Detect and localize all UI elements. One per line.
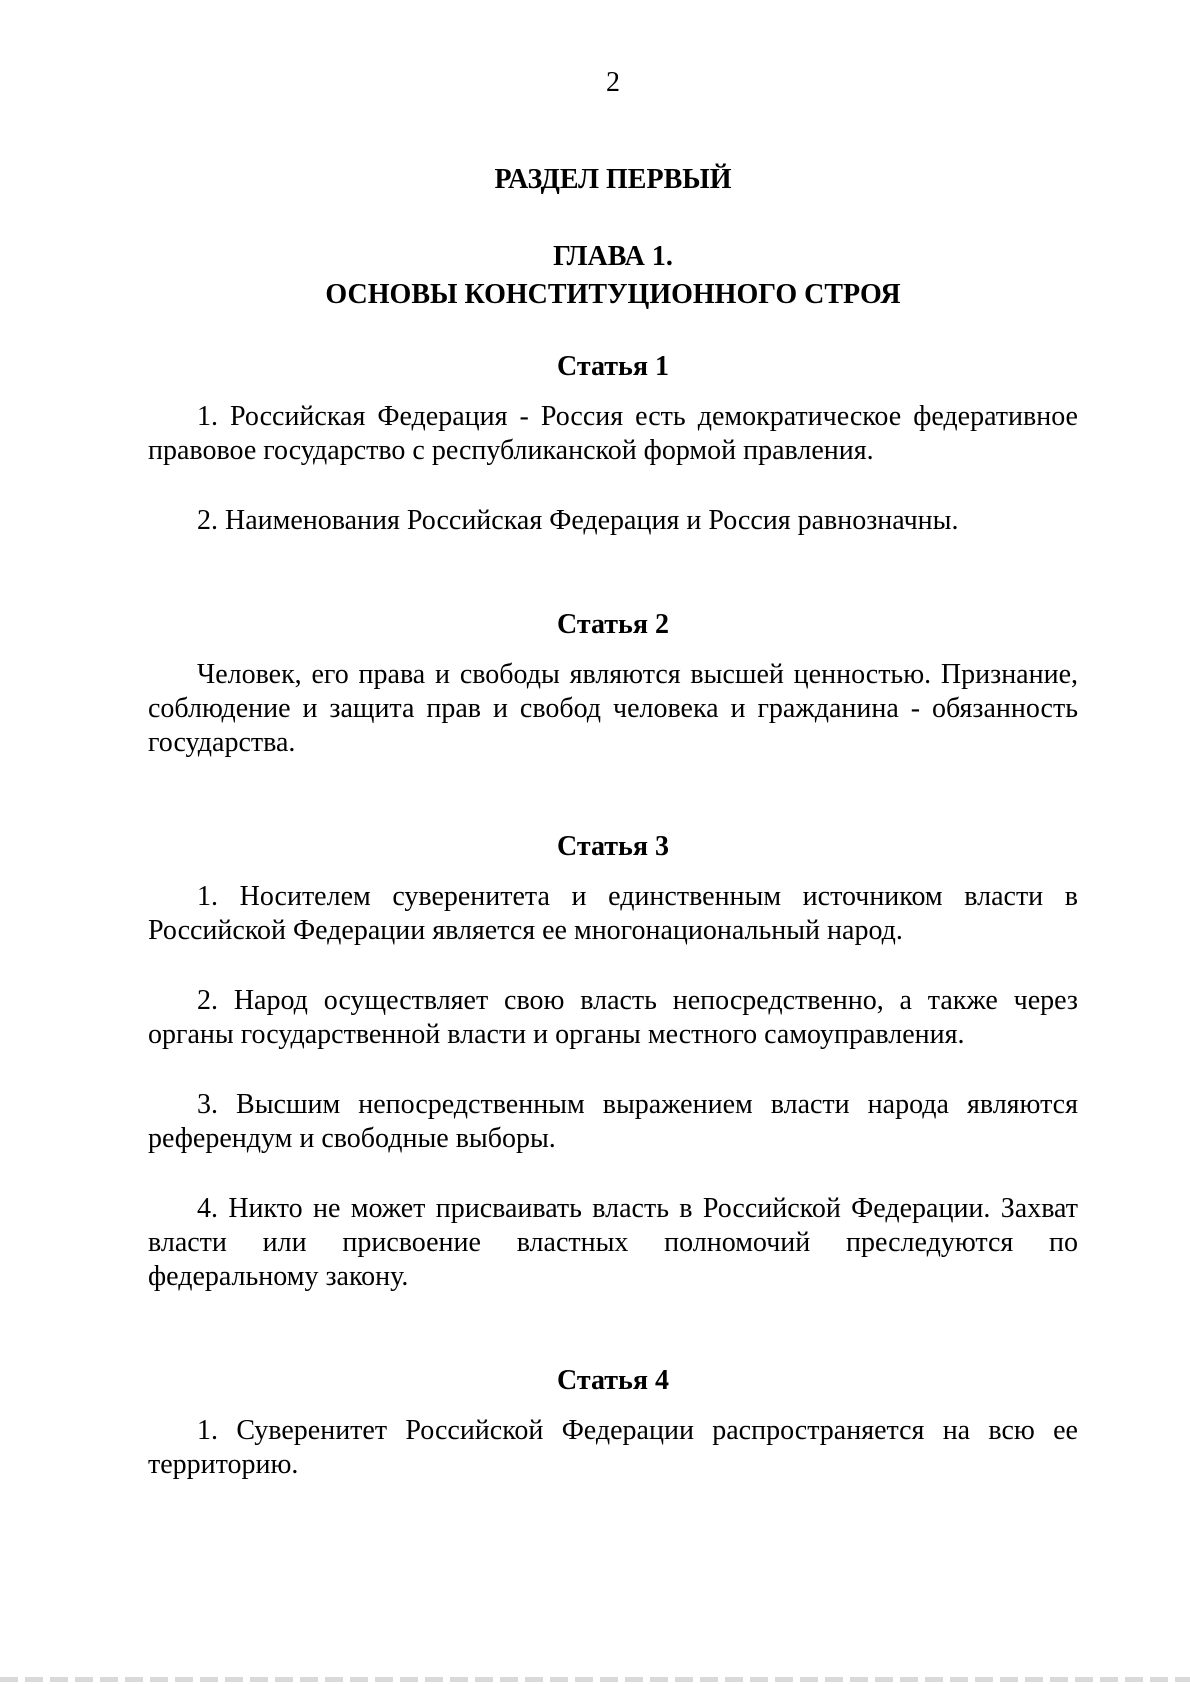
page-number: 2 xyxy=(606,67,620,98)
chapter-title xyxy=(148,238,1078,314)
paragraph: 1. Суверенитет Российской Федерации распространяется на всю ее территорию. xyxy=(148,1415,1078,1480)
article-4 xyxy=(148,1364,1078,1482)
paragraph: 4. Никто не может присваивать власть в Российской Федерации. Захват власти или присвоение властных полномочий преследуются по федеральному закону. xyxy=(148,1193,1078,1292)
page-bottom-scan-artifact xyxy=(0,1677,1190,1682)
article-2 xyxy=(148,608,1078,760)
article-title: Статья 3 xyxy=(557,831,669,862)
article-1 xyxy=(148,350,1078,538)
article-title: Статья 4 xyxy=(557,1365,669,1396)
article-title: Статья 2 xyxy=(557,609,669,640)
text-block xyxy=(148,0,1078,1482)
paragraph: 3. Высшим непосредственным выражением власти народа являются референдум и свободные выборы. xyxy=(148,1089,1078,1154)
paragraph: Человек, его права и свободы являются высшей ценностью. Признание, соблюдение и защита прав и свобод человека и гражданина - обязанность государства. xyxy=(148,659,1078,758)
paragraph: 1. Российская Федерация - Россия есть демократическое федеративное правовое государство с республиканской формой правления. xyxy=(148,401,1078,466)
section-title: РАЗДЕЛ ПЕРВЫЙ xyxy=(494,164,732,195)
chapter-title-line-1: ГЛАВА 1. xyxy=(553,241,673,272)
chapter-title-line-2: ОСНОВЫ КОНСТИТУЦИОННОГО СТРОЯ xyxy=(325,279,901,310)
paragraph: 2. Наименования Российская Федерация и Россия равнозначны. xyxy=(197,505,959,536)
article-3 xyxy=(148,830,1078,1294)
paragraph: 2. Народ осуществляет свою власть непосредственно, а также через органы государственной власти и органы местного самоуправления. xyxy=(148,985,1078,1050)
paragraph: 1. Носителем суверенитета и единственным источником власти в Российской Федерации является ее многонациональный народ. xyxy=(148,881,1078,946)
article-title: Статья 1 xyxy=(557,351,669,382)
